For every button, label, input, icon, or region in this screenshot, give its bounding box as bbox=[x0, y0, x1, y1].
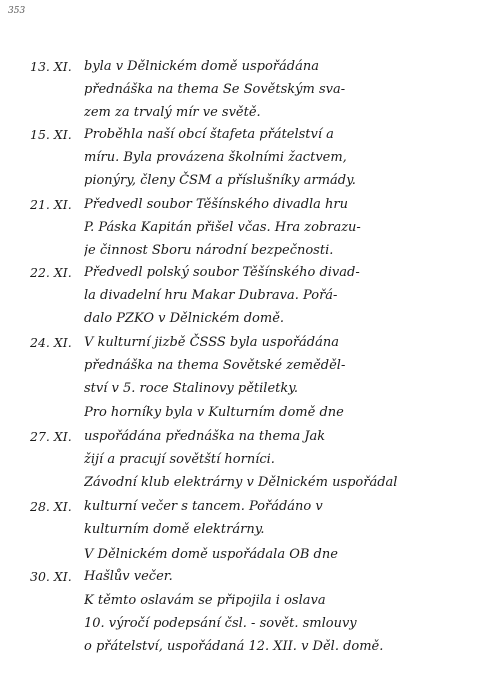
entry-date: 22. XI. bbox=[30, 265, 72, 280]
entry-line: 10. výročí podepsání čsl. - sovět. smlouvy bbox=[84, 616, 357, 631]
entry-date: 27. XI. bbox=[30, 429, 72, 444]
entry-line: Závodní klub elektrárny v Dělnickém uspořádal bbox=[84, 475, 398, 490]
entry-line: Předvedl soubor Těšínského divadla hru bbox=[84, 197, 349, 212]
entry-line: dalo PZKO v Dělnickém domě. bbox=[84, 311, 285, 326]
entry-date: 30. XI. bbox=[30, 569, 72, 584]
entry-line: uspořádána přednáška na thema Jak bbox=[84, 429, 326, 444]
entry-line: o přátelství, uspořádaná 12. XII. v Děl. domě. bbox=[84, 639, 384, 654]
entry-line: je činnost Sboru národní bezpečnosti. bbox=[84, 243, 334, 258]
entry-line: Hašlův večer. bbox=[84, 569, 173, 584]
entry-date: 24. XI. bbox=[30, 335, 72, 350]
entry-line: pionýry, členy ČSM a příslušníky armády. bbox=[84, 173, 356, 188]
entry-line: míru. Byla provázena školními žactvem, bbox=[84, 150, 347, 165]
page-number: 353 bbox=[8, 6, 26, 16]
entry-line: přednáška na thema Se Sovětským sva- bbox=[84, 82, 346, 97]
entry-line: ství v 5. roce Stalinovy pětiletky. bbox=[84, 381, 299, 396]
entry-line: žijí a pracují sovětští horníci. bbox=[84, 452, 275, 467]
entry-line: byla v Dělnickém domě uspořádána bbox=[84, 59, 319, 74]
entry-date: 13. XI. bbox=[30, 59, 72, 74]
entry-line: zem za trvalý mír ve světě. bbox=[84, 105, 261, 120]
entry-date: 28. XI. bbox=[30, 499, 72, 514]
entry-line: kulturním domě elektrárny. bbox=[84, 522, 265, 537]
entry-date: 21. XI. bbox=[30, 197, 72, 212]
entry-line: kulturní večer s tancem. Pořádáno v bbox=[84, 499, 323, 514]
entry-line: V kulturní jizbě ČSSS byla uspořádána bbox=[84, 335, 339, 350]
entry-line: P. Páska Kapitán přišel včas. Hra zobrazu- bbox=[84, 220, 361, 235]
entry-line: Proběhla naší obcí štafeta přátelství a bbox=[84, 127, 334, 142]
entry-line: Předvedl polský soubor Těšínského divad- bbox=[84, 265, 360, 280]
entry-line: K těmto oslavám se připojila i oslava bbox=[84, 593, 326, 608]
entry-line: Pro horníky byla v Kulturním domě dne bbox=[84, 405, 344, 420]
entry-line: přednáška na thema Sovětské zeměděl- bbox=[84, 358, 346, 373]
entry-line: la divadelní hru Makar Dubrava. Pořá- bbox=[84, 288, 338, 303]
entry-date: 15. XI. bbox=[30, 127, 72, 142]
entry-line: V Dělnickém domě uspořádala OB dne bbox=[84, 547, 338, 562]
